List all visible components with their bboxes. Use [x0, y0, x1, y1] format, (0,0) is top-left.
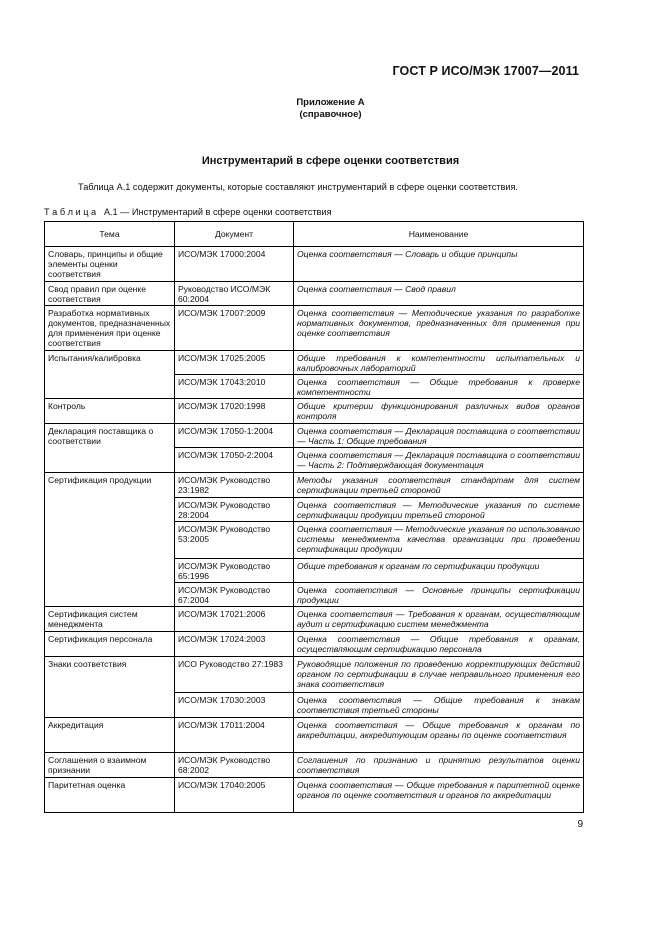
column-header-document: Документ	[175, 222, 294, 247]
name-cell: Оценка соответствия — Требования к органам, осуществляющим аудит и сертификацию систем менеджмента	[294, 607, 584, 632]
topic-cell: Испытания/калибровка	[45, 351, 175, 399]
table-row	[45, 778, 584, 813]
document-cell: Руководство ИСО/МЭК 60:2004	[175, 282, 294, 306]
name-cell: Общие требования к органам по сертификации продукции	[294, 559, 584, 583]
name-cell: Оценка соответствия — Методические указания по разработке нормативных документов, предназначенных для применения при оценке соответствия	[294, 306, 584, 351]
document-cell: ИСО/МЭК 17040:2005	[175, 778, 294, 813]
topic-cell: Словарь, принципы и общие элементы оценки соответствия	[45, 247, 175, 282]
document-cell: ИСО/МЭК 17011:2004	[175, 718, 294, 753]
annex-title: Приложение А	[296, 97, 365, 108]
name-cell: Оценка соответствия — Общие требования к паритетной оценке органов по оценке соответствия и органов по аккредитации	[294, 778, 584, 813]
name-cell: Общие требования к компетентности испытательных и калибровочных лабораторий	[294, 351, 584, 375]
document-cell: ИСО/МЭК 17000:2004	[175, 247, 294, 282]
table-row	[45, 247, 584, 282]
table-row	[45, 632, 584, 657]
document-header: ГОСТ Р ИСО/МЭК 17007—2011	[392, 64, 579, 78]
intro-paragraph: Таблица А.1 содержит документы, которые составляют инструментарий в сфере оценки соответствия.	[78, 182, 519, 192]
name-cell: Соглашения по признанию и принятию результатов оценки соответствия	[294, 753, 584, 778]
table-row	[45, 306, 584, 351]
name-cell: Оценка соответствия — Декларация поставщика о соответствии — Часть 2: Подтверждающая документация	[294, 448, 584, 473]
document-cell: ИСО/МЭК Руководство 68:2002	[175, 753, 294, 778]
topic-cell: Сертификация продукции	[45, 473, 175, 607]
document-cell: ИСО/МЭК 17030:2003	[175, 693, 294, 718]
name-cell: Оценка соответствия — Общие требования к органам по аккредитации, аккредитующим органы по оценке соответствия	[294, 718, 584, 753]
document-cell: ИСО/МЭК Руководство 67:2004	[175, 583, 294, 607]
table-row	[45, 657, 584, 693]
annex-note: (справочное)	[299, 109, 362, 120]
section-title: Инструментарий в сфере оценки соответствия	[201, 155, 460, 167]
name-cell: Общие критерии функционирования различных видов органов контроля	[294, 399, 584, 424]
name-cell: Оценка соответствия — Декларация поставщика о соответствии — Часть 1: Общие требования	[294, 424, 584, 448]
table-row	[45, 351, 584, 375]
table-row	[45, 473, 584, 498]
document-cell: ИСО/МЭК 17007:2009	[175, 306, 294, 351]
topic-cell: Паритетная оценка	[45, 778, 175, 813]
name-cell: Оценка соответствия — Общие требования к знакам соответствия третьей стороны	[294, 693, 584, 718]
topic-cell: Свод правил при оценке соответствия	[45, 282, 175, 306]
topic-cell: Знаки соответствия	[45, 657, 175, 718]
document-cell: ИСО Руководство 27:1983	[175, 657, 294, 693]
page-number: 9	[577, 819, 583, 830]
name-cell: Оценка соответствия — Основные принципы сертификации продукции	[294, 583, 584, 607]
document-cell: ИСО/МЭК Руководство 23:1982	[175, 473, 294, 498]
name-cell: Оценка соответствия — Методические указания по использованию системы менеджмента качества организации при проведении сертификации продукции	[294, 522, 584, 559]
document-cell: ИСО/МЭК Руководство 53:2005	[175, 522, 294, 559]
topic-cell: Аккредитация	[45, 718, 175, 753]
topic-cell: Декларация поставщика о соответствии	[45, 424, 175, 473]
instruments-table	[44, 221, 584, 813]
topic-cell: Сертификация персонала	[45, 632, 175, 657]
name-cell: Руководящие положения по проведению корректирующих действий органом по сертификации в случае неправильного применения его знака соответствия	[294, 657, 584, 693]
table-header-row	[45, 222, 584, 247]
table-row	[45, 399, 584, 424]
document-cell: ИСО/МЭК Руководство 65:1996	[175, 559, 294, 583]
table-row	[45, 753, 584, 778]
topic-cell: Сертификация систем менеджмента	[45, 607, 175, 632]
name-cell: Оценка соответствия — Словарь и общие принципы	[294, 247, 584, 282]
document-cell: ИСО/МЭК 17024:2003	[175, 632, 294, 657]
document-cell: ИСО/МЭК Руководство 28:2004	[175, 498, 294, 522]
topic-cell: Контроль	[45, 399, 175, 424]
topic-cell: Соглашения о взаимном признании	[45, 753, 175, 778]
table-row	[45, 607, 584, 632]
name-cell: Оценка соответствия — Общие требования к проверке компетентности	[294, 375, 584, 399]
document-cell: ИСО/МЭК 17020:1998	[175, 399, 294, 424]
name-cell: Методы указания соответствия стандартам для систем сертификации третьей стороной	[294, 473, 584, 498]
annex-heading	[0, 97, 661, 121]
table-row	[45, 424, 584, 448]
document-cell: ИСО/МЭК 17025:2005	[175, 351, 294, 375]
table-row	[45, 718, 584, 753]
document-cell: ИСО/МЭК 17043:2010	[175, 375, 294, 399]
topic-cell: Разработка нормативных документов, предназначенных для применения при оценке соответствия	[45, 306, 175, 351]
table-row	[45, 282, 584, 306]
column-header-topic: Тема	[45, 222, 175, 247]
table-caption: Т а б л и ц а А.1 — Инструментарий в сфере оценки соответствия	[44, 207, 332, 217]
name-cell: Оценка соответствия — Общие требования к органам, осуществляющим сертификацию персонала	[294, 632, 584, 657]
document-cell: ИСО/МЭК 17021:2006	[175, 607, 294, 632]
document-cell: ИСО/МЭК 17050-1:2004	[175, 424, 294, 448]
name-cell: Оценка соответствия — Свод правил	[294, 282, 584, 306]
name-cell: Оценка соответствия — Методические указания по системе сертификации продукции третьей стороной	[294, 498, 584, 522]
column-header-name: Наименование	[294, 222, 584, 247]
document-cell: ИСО/МЭК 17050-2:2004	[175, 448, 294, 473]
